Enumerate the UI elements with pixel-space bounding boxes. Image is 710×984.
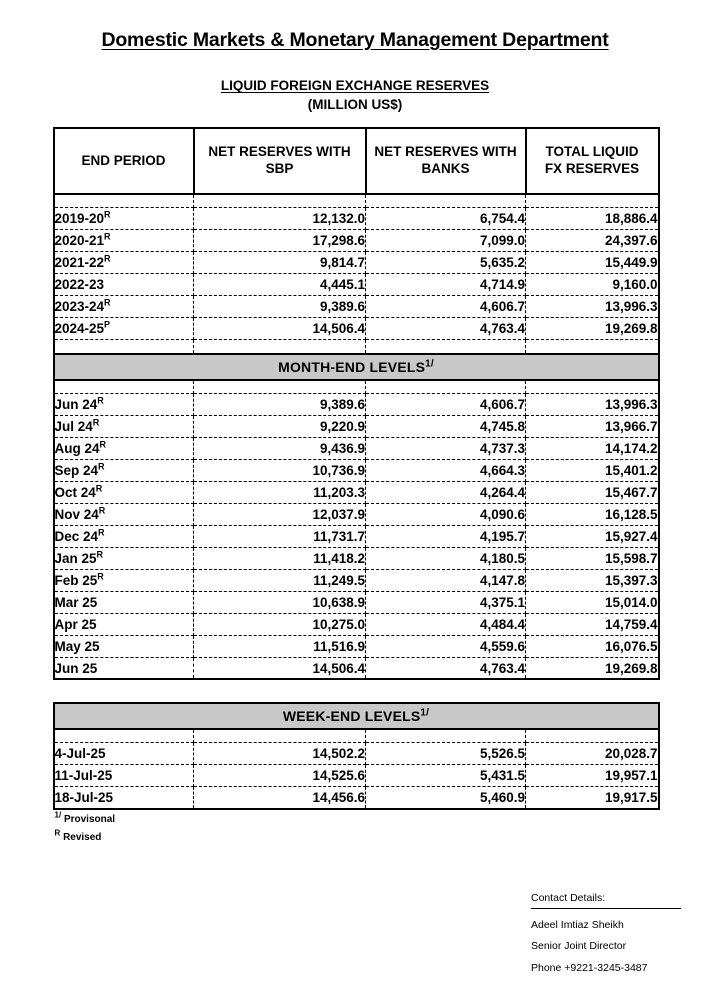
footnote-revised [53,828,658,843]
cell-net-reserves-sbp: 11,418.2 [194,547,366,569]
table-row [54,415,659,437]
contact-name: Adeel Imtiaz Sheikh [531,918,624,931]
cell-total-liquid-fx: 15,467.7 [526,481,659,503]
cell-net-reserves-sbp: 10,638.9 [194,591,366,613]
cell-net-reserves-banks: 4,763.4 [366,317,526,339]
table-row [54,393,659,415]
column-header-net-reserves-sbp [194,128,366,194]
table-row [54,635,659,657]
week-band-footnote-marker: 1/ [420,707,430,719]
cell-total-liquid-fx: 16,128.5 [526,503,659,525]
period-label: Jul 24 [54,418,93,434]
cell-net-reserves-sbp: 10,736.9 [194,459,366,481]
table-row [54,207,659,229]
spacer-row [54,380,659,394]
cell-net-reserves-sbp: 11,731.7 [194,525,366,547]
cell-net-reserves-banks: 4,606.7 [366,393,526,415]
table-row [54,525,659,547]
period-footnote-marker: R [98,505,106,516]
cell-net-reserves-banks: 4,559.6 [366,635,526,657]
table-header-row [54,128,659,194]
cell-net-reserves-sbp: 9,436.9 [194,437,366,459]
table-row [54,481,659,503]
contact-heading: Contact Details: [531,893,681,909]
cell-end-period [54,317,194,339]
reserves-table [53,127,660,681]
cell-total-liquid-fx: 13,996.3 [526,295,659,317]
table-row [54,591,659,613]
period-footnote-marker: R [95,483,103,494]
cell-net-reserves-sbp: 9,814.7 [194,251,366,273]
period-label: 11-Jul-25 [54,768,113,784]
weekly-table-wrapper [53,702,658,810]
period-label: 18-Jul-25 [54,790,114,806]
cell-total-liquid-fx: 9,160.0 [526,273,659,295]
contact-designation: Senior Joint Director [531,940,627,952]
cell-total-liquid-fx: 15,397.3 [526,569,659,591]
cell-end-period [54,635,194,657]
month-rows-body [54,393,659,679]
table-row [54,613,659,635]
period-label: Dec 24 [54,528,99,544]
cell-net-reserves-banks: 4,090.6 [366,503,526,525]
report-subtitle [0,78,710,94]
cell-net-reserves-banks: 7,099.0 [366,229,526,251]
cell-net-reserves-sbp: 10,275.0 [194,613,366,635]
table-row [54,743,659,765]
cell-net-reserves-banks: 4,180.5 [366,547,526,569]
cell-net-reserves-sbp: 14,456.6 [194,787,366,809]
cell-end-period [54,657,194,679]
cell-total-liquid-fx: 20,028.7 [526,743,659,765]
table-row [54,317,659,339]
cell-total-liquid-fx: 15,401.2 [526,459,659,481]
table-row [54,547,659,569]
report-subtitle-text: LIQUID FOREIGN EXCHANGE RESERVES [220,78,490,94]
period-footnote-marker: R [99,439,107,450]
period-label: May 25 [54,638,100,654]
cell-end-period [54,613,194,635]
cell-end-period [54,251,194,273]
column-header-total-line2: FX RESERVES [544,160,640,176]
week-end-levels-label: WEEK-END LEVELS [282,708,421,725]
cell-total-liquid-fx: 19,957.1 [526,765,659,787]
cell-end-period [54,207,194,229]
cell-end-period [54,525,194,547]
cell-net-reserves-sbp: 9,389.6 [194,295,366,317]
period-footnote-marker: P [104,319,111,330]
cell-total-liquid-fx: 19,917.5 [604,790,658,806]
contact-details-block [531,893,681,973]
cell-net-reserves-sbp: 9,389.6 [194,393,366,415]
cell-net-reserves-banks: 5,526.5 [366,743,526,765]
period-footnote-marker: R [104,297,111,308]
cell-net-reserves-banks: 4,737.3 [366,437,526,459]
column-header-sbp-line2: SBP [265,160,294,176]
cell-end-period [54,787,194,809]
cell-net-reserves-banks: 5,460.9 [366,787,526,809]
spacer-row [54,194,659,208]
period-label: Oct 24 [54,484,96,500]
footnote-provisional-marker: 1/ [54,810,62,820]
period-label: Feb 25 [54,572,98,588]
table-row [54,765,659,787]
cell-net-reserves-banks: 4,264.4 [366,481,526,503]
period-label: 2022-23 [54,276,105,292]
annual-rows-body [54,207,659,339]
period-label: Nov 24 [54,506,99,522]
cell-net-reserves-banks: 5,431.5 [366,765,526,787]
reserves-table-wrapper [53,127,658,681]
cell-total-liquid-fx: 19,269.8 [604,660,658,676]
column-header-end-period [54,128,194,194]
cell-end-period [54,229,194,251]
cell-end-period [54,569,194,591]
cell-net-reserves-sbp: 11,203.3 [194,481,366,503]
cell-total-liquid-fx: 15,598.7 [526,547,659,569]
cell-end-period [54,481,194,503]
cell-net-reserves-sbp: 14,506.4 [194,317,366,339]
period-footnote-marker: R [98,527,105,538]
table-row [54,437,659,459]
table-row [54,295,659,317]
cell-net-reserves-sbp: 14,525.6 [194,765,366,787]
table-row [54,251,659,273]
column-header-total-liquid-fx [526,128,659,194]
cell-net-reserves-sbp: 14,506.4 [194,657,366,679]
cell-end-period [54,295,194,317]
cell-total-liquid-fx: 24,397.6 [526,229,659,251]
cell-total-liquid-fx: 15,449.9 [526,251,659,273]
cell-end-period [54,437,194,459]
week-band-body [54,703,659,743]
period-label: 2021-22 [54,254,105,270]
report-units: (MILLION US$) [307,96,403,112]
month-band-footnote-marker: 1/ [425,358,434,370]
table-row [54,229,659,251]
period-label: 2024-25 [54,320,105,336]
cell-net-reserves-sbp: 4,445.1 [194,273,366,295]
month-end-levels-label: MONTH-END LEVELS [278,358,426,375]
cell-total-liquid-fx: 13,996.3 [526,393,659,415]
cell-total-liquid-fx: 18,886.4 [526,207,659,229]
cell-end-period [54,273,194,295]
period-label: Jun 25 [54,660,98,676]
cell-total-liquid-fx: 14,759.4 [526,613,659,635]
department-title [0,0,710,51]
department-title-text: Domestic Markets & Monetary Management Department [101,29,609,51]
column-header-net-reserves-banks [366,128,526,194]
footnote-revised-text: Revised [63,831,102,843]
annual-section-footer [54,339,659,354]
table-row [54,273,659,295]
cell-total-liquid-fx: 13,966.7 [526,415,659,437]
period-label: Jan 25 [54,550,97,566]
cell-end-period [54,415,194,437]
period-label: 2020-21 [54,232,105,248]
cell-net-reserves-banks: 4,484.4 [366,613,526,635]
cell-net-reserves-sbp: 11,249.5 [194,569,366,591]
period-footnote-marker: R [104,253,111,264]
cell-net-reserves-banks: 4,375.1 [366,591,526,613]
period-footnote-marker: R [96,549,104,560]
cell-net-reserves-banks: 4,714.9 [366,273,526,295]
cell-net-reserves-banks: 4,606.7 [366,295,526,317]
footnote-provisional [53,810,658,825]
cell-net-reserves-banks: 4,147.8 [366,569,526,591]
cell-net-reserves-banks: 4,763.4 [366,657,526,679]
cell-end-period [54,503,194,525]
column-header-total-line1: TOTAL LIQUID [545,144,639,160]
period-label: 4-Jul-25 [54,746,106,762]
period-label: 2019-20 [54,210,105,226]
period-footnote-marker: R [104,209,111,220]
cell-total-liquid-fx: 15,014.0 [526,591,659,613]
week-end-levels-band [54,703,659,729]
cell-net-reserves-sbp: 11,516.9 [194,635,366,657]
period-footnote-marker: R [104,231,111,242]
table-row [54,787,659,809]
cell-net-reserves-banks: 4,745.8 [366,415,526,437]
period-footnote-marker: R [97,571,104,582]
period-label: Sep 24 [54,462,99,478]
cell-end-period [54,547,194,569]
period-label: Apr 25 [54,616,97,632]
cell-net-reserves-banks: 5,635.2 [366,251,526,273]
spacer-row [54,339,659,354]
cell-net-reserves-banks: 4,195.7 [366,525,526,547]
period-footnote-marker: R [97,395,104,406]
spacer-row [54,729,659,743]
column-header-end-period-label: END PERIOD [81,152,166,168]
cell-total-liquid-fx: 16,076.5 [526,635,659,657]
column-header-banks-line1: NET RESERVES WITH [374,144,517,160]
table-row [54,503,659,525]
cell-end-period [54,765,194,787]
period-label: Aug 24 [54,440,100,456]
cell-net-reserves-banks: 6,754.4 [366,207,526,229]
cell-end-period [54,393,194,415]
footnote-revised-marker: R [54,828,61,838]
cell-total-liquid-fx: 15,927.4 [526,525,659,547]
cell-net-reserves-sbp: 9,220.9 [194,415,366,437]
cell-net-reserves-sbp: 14,502.2 [194,743,366,765]
table-row [54,569,659,591]
annual-section-body [54,194,659,208]
footnotes-block [53,810,658,843]
period-label: 2023-24 [54,298,105,314]
cell-net-reserves-sbp: 17,298.6 [194,229,366,251]
cell-total-liquid-fx: 14,174.2 [526,437,659,459]
table-row [54,657,659,679]
period-footnote-marker: R [92,417,100,428]
period-footnote-marker: R [98,461,105,472]
weekly-reserves-table [53,702,660,810]
table-row [54,459,659,481]
cell-net-reserves-sbp: 12,132.0 [194,207,366,229]
footnote-provisional-text: Provisonal [63,813,116,825]
cell-end-period [54,743,194,765]
month-band-body [54,354,659,394]
cell-total-liquid-fx: 19,269.8 [526,317,659,339]
week-rows-body [54,743,659,809]
cell-net-reserves-sbp: 12,037.9 [194,503,366,525]
cell-end-period [54,591,194,613]
period-label: Jun 24 [54,396,98,412]
column-header-banks-line2: BANKS [421,160,470,176]
month-end-levels-band [54,354,659,380]
column-header-sbp-line1: NET RESERVES WITH [208,144,351,160]
cell-end-period [54,459,194,481]
period-label: Mar 25 [54,594,98,610]
cell-net-reserves-banks: 4,664.3 [366,459,526,481]
contact-phone: Phone +9221-3245-3487 [531,961,648,974]
